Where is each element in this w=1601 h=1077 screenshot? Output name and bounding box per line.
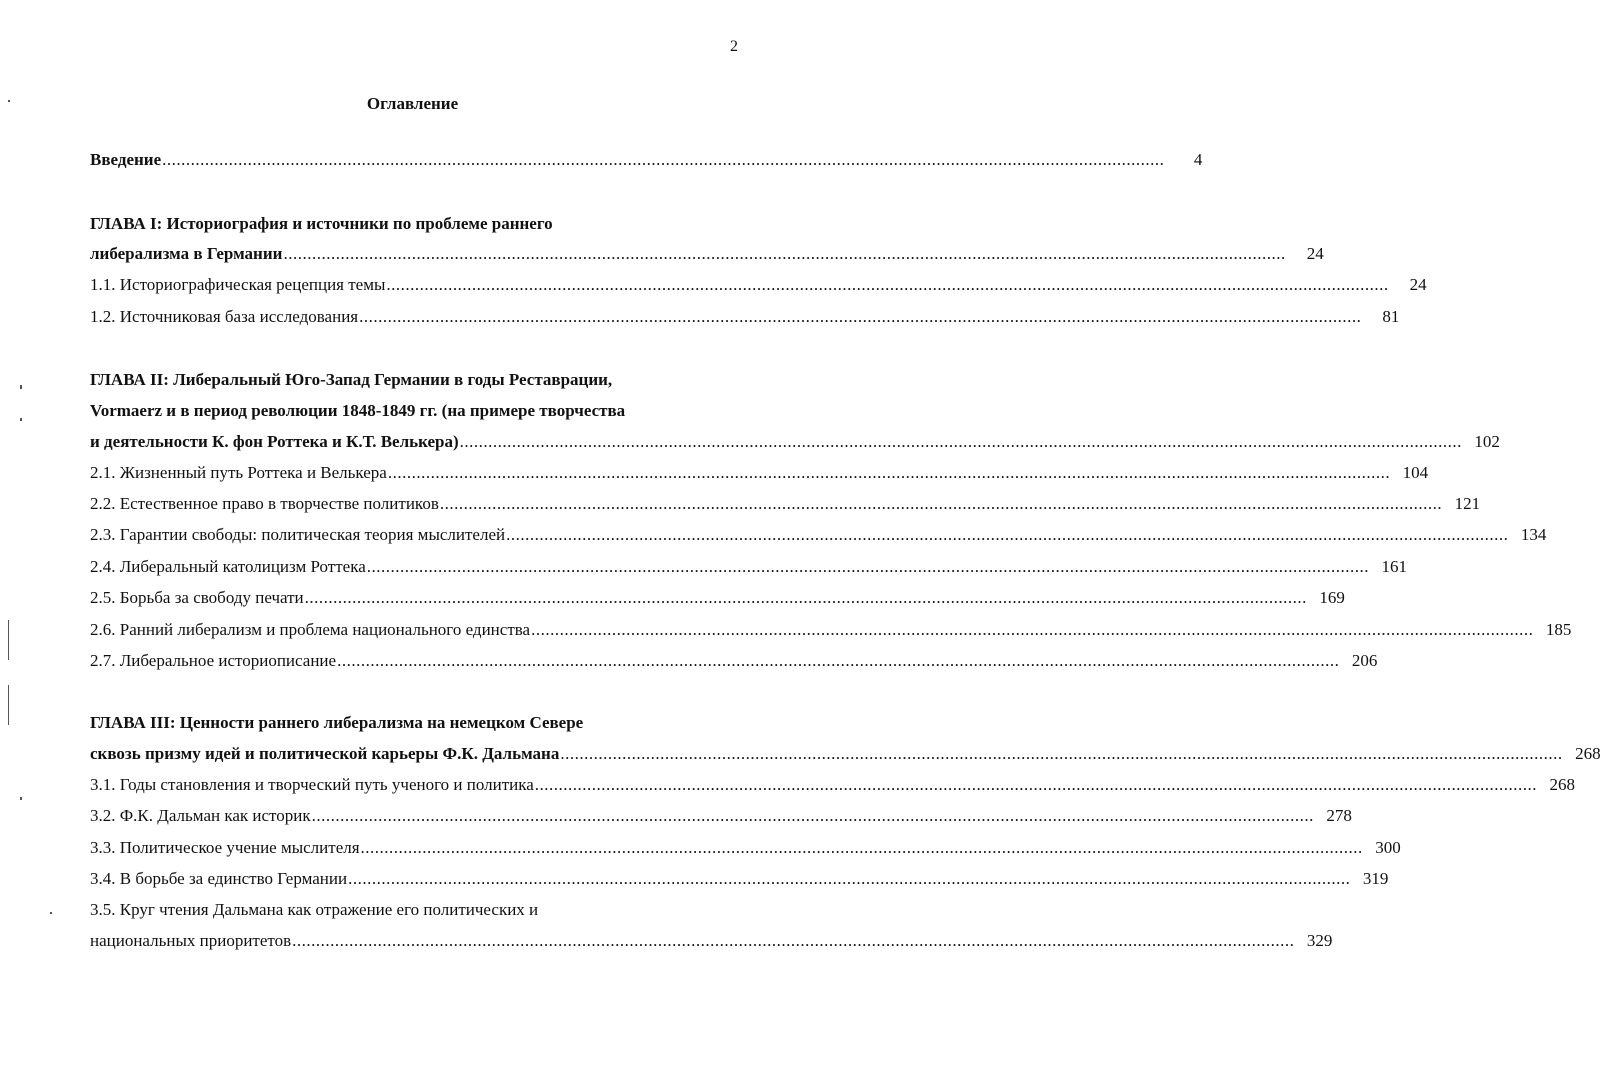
- toc-entry-2-1[interactable]: [90, 463, 1429, 489]
- toc-entry-label: 3.2. Ф.К. Дальман как историк: [90, 806, 311, 825]
- toc-entry-3-3[interactable]: [90, 838, 1401, 864]
- chapter-heading-text: ГЛАВА I: Историография и источники по проблеме раннего: [90, 214, 553, 233]
- toc-entry-page: 81: [1382, 307, 1400, 326]
- toc-entry-2-2[interactable]: [90, 494, 1481, 520]
- chapter-heading-text: ГЛАВА III: Ценности раннего либерализма на немецком Севере: [90, 713, 584, 732]
- toc-entry-1-1[interactable]: [90, 275, 1427, 301]
- leader-dots: [535, 775, 1537, 795]
- toc-entry-1-2[interactable]: [90, 307, 1400, 333]
- toc-entry-3-4[interactable]: [90, 869, 1389, 895]
- toc-entry-intro[interactable]: [90, 150, 1203, 176]
- scan-mark: [8, 100, 10, 102]
- toc-entry-label: 2.5. Борьба за свободу печати: [90, 588, 304, 607]
- toc-entry-page: 268: [1549, 775, 1576, 794]
- toc-entry-chapter-2[interactable]: [90, 432, 1500, 458]
- toc-entry-label: 3.4. В борьбе за единство Германии: [90, 869, 348, 888]
- scan-mark: [8, 620, 9, 660]
- leader-dots: [292, 931, 1294, 951]
- toc-entry-2-5[interactable]: [90, 588, 1345, 614]
- toc-entry-page: 268: [1575, 744, 1601, 763]
- toc-entry-page: 24: [1306, 244, 1324, 263]
- toc-entry-page: 185: [1545, 620, 1572, 639]
- toc-entry-3-1[interactable]: [90, 775, 1576, 801]
- chapter-2-heading-line-1: [90, 370, 744, 396]
- toc-title: Оглавление: [366, 94, 459, 113]
- toc-entry-page: 161: [1381, 557, 1408, 576]
- scan-mark: [50, 912, 52, 914]
- scan-mark: [20, 418, 22, 421]
- leader-dots: [367, 557, 1369, 577]
- leader-dots: [162, 150, 1164, 170]
- leader-dots: [388, 463, 1390, 483]
- toc-entry-label: национальных приоритетов: [90, 931, 292, 950]
- toc-entry-page: 121: [1454, 494, 1481, 513]
- toc-entry-label: 1.1. Историографическая рецепция темы: [90, 275, 386, 294]
- toc-entry-page: 24: [1409, 275, 1427, 294]
- toc-entry-page: 169: [1319, 588, 1345, 607]
- leader-dots: [305, 588, 1307, 608]
- leader-dots: [348, 869, 1350, 889]
- chapter-heading-text: ГЛАВА II: Либеральный Юго-Запад Германии в годы Реставрации,: [90, 370, 613, 389]
- toc-entry-page: 329: [1306, 931, 1333, 950]
- toc-entry-label: Введение: [90, 150, 162, 169]
- toc-entry-label: 2.6. Ранний либерализм и проблема национального единства: [90, 620, 531, 639]
- toc-entry-page: 134: [1520, 525, 1547, 544]
- leader-dots: [359, 307, 1361, 327]
- toc-entry-page: 206: [1351, 651, 1378, 670]
- toc-entry-label: 1.2. Источниковая база исследования: [90, 307, 359, 326]
- chapter-2-heading-line-2: [90, 401, 744, 427]
- toc-entry-2-3[interactable]: [90, 525, 1547, 551]
- toc-entry-3-5[interactable]: [90, 931, 1333, 957]
- toc-entry-label: 2.7. Либеральное историописание: [90, 651, 337, 670]
- toc-entry-2-7[interactable]: [90, 651, 1378, 677]
- toc-entry-label: 2.3. Гарантии свободы: политическая теория мыслителей: [90, 525, 506, 544]
- chapter-3-heading-line-1: [90, 713, 744, 739]
- toc-entry-page: 278: [1326, 806, 1352, 825]
- toc-entry-page: 319: [1362, 869, 1389, 888]
- page-number: 2: [730, 38, 738, 55]
- toc-entry-3-2[interactable]: [90, 806, 1352, 832]
- toc-entry-page: 300: [1375, 838, 1401, 857]
- toc-entry-label: 3.3. Политическое учение мыслителя: [90, 838, 360, 857]
- scan-mark: [8, 685, 9, 725]
- toc-entry-3-5-line-1[interactable]: [90, 900, 744, 926]
- leader-dots: [337, 651, 1339, 671]
- toc-entry-label: 3.1. Годы становления и творческий путь ученого и политика: [90, 775, 534, 794]
- chapter-1-heading-line-1: [90, 214, 744, 240]
- leader-dots: [506, 525, 1508, 545]
- toc-entry-page: 4: [1193, 150, 1203, 169]
- toc-entry-label: 2.2. Естественное право в творчестве политиков: [90, 494, 439, 513]
- toc-entry-label: 3.5. Круг чтения Дальмана как отражение его политических и: [90, 900, 539, 919]
- toc-entry-2-6[interactable]: [90, 620, 1572, 646]
- toc-entry-2-4[interactable]: [90, 557, 1408, 583]
- leader-dots: [312, 806, 1314, 826]
- leader-dots: [560, 744, 1562, 764]
- leader-dots: [440, 494, 1442, 514]
- toc-entry-page: 102: [1474, 432, 1500, 451]
- toc-entry-chapter-1[interactable]: [90, 244, 1324, 270]
- toc-entry-page: 104: [1402, 463, 1429, 482]
- toc-entry-label: 2.1. Жизненный путь Роттека и Велькера: [90, 463, 387, 482]
- scan-mark: [20, 797, 22, 800]
- toc-entry-label: сквозь призму идей и политической карьеры Ф.К. Дальмана: [90, 744, 560, 763]
- leader-dots: [460, 432, 1462, 452]
- leader-dots: [531, 620, 1533, 640]
- leader-dots: [361, 838, 1363, 858]
- leader-dots: [386, 275, 1388, 295]
- toc-entry-label: 2.4. Либеральный католицизм Роттека: [90, 557, 366, 576]
- chapter-heading-text: Vormaerz и в период революции 1848-1849 гг. (на примере творчества: [90, 401, 626, 420]
- scan-mark: [20, 385, 22, 389]
- toc-entry-label: либерализма в Германии: [90, 244, 283, 263]
- toc-entry-chapter-3[interactable]: [90, 744, 1601, 770]
- leader-dots: [283, 244, 1285, 264]
- toc-entry-label: и деятельности К. фон Роттека и К.Т. Велькера): [90, 432, 459, 451]
